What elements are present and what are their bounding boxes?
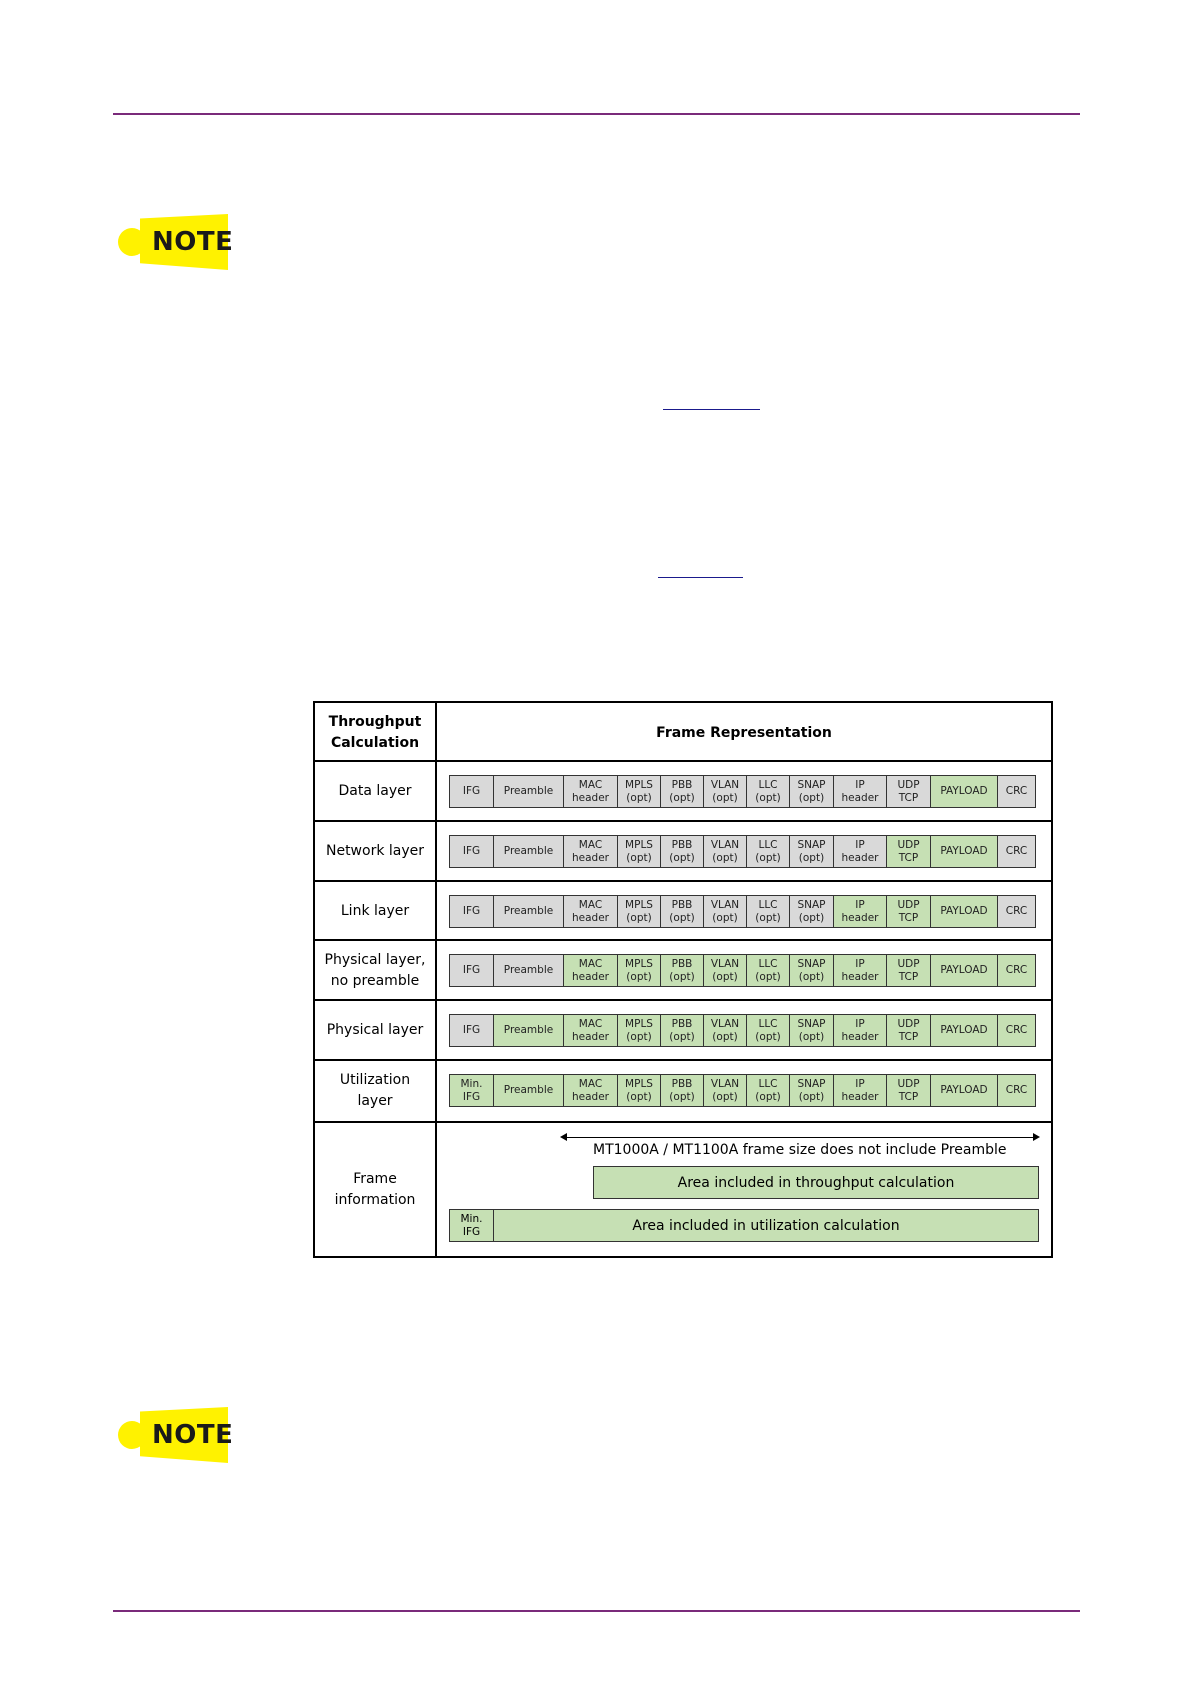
frame-field: IP header — [834, 776, 887, 807]
frame-field: Preamble — [494, 955, 564, 986]
frame-field: VLAN (opt) — [704, 955, 747, 986]
frame-field: MAC header — [564, 776, 618, 807]
frame-field: VLAN (opt) — [704, 836, 747, 867]
frame-field: MAC header — [564, 896, 618, 927]
frame-field: IFG — [450, 896, 494, 927]
frame-size-note: MT1000A / MT1100A frame size does not include Preamble — [593, 1142, 1007, 1158]
throughput-calculation-table — [313, 701, 1053, 1258]
frame-field: IFG — [450, 836, 494, 867]
frame-field: VLAN (opt) — [704, 776, 747, 807]
min-ifg-box: Min. IFG — [449, 1209, 494, 1242]
frame-field: UDP TCP — [887, 1075, 931, 1106]
bottom-rule — [113, 1610, 1080, 1612]
reference-link-2[interactable] — [658, 577, 743, 578]
row-label: Physical layer — [326, 1022, 424, 1038]
frame-field: PBB (opt) — [661, 1015, 704, 1046]
frame-field: MPLS (opt) — [618, 1075, 661, 1106]
frame-field: UDP TCP — [887, 776, 931, 807]
frame-field: PAYLOAD — [931, 896, 998, 927]
row-label: Utilization layer — [339, 1072, 411, 1109]
frame-field: PAYLOAD — [931, 776, 998, 807]
frame-field: PBB (opt) — [661, 955, 704, 986]
note-dot-icon — [118, 228, 146, 256]
frame-field: SNAP (opt) — [790, 836, 834, 867]
frame-field: VLAN (opt) — [704, 1075, 747, 1106]
frame-field: MAC header — [564, 1015, 618, 1046]
frame-field: PBB (opt) — [661, 1075, 704, 1106]
row-label-frame-information: Frame information — [334, 1170, 416, 1208]
frame-field: CRC — [998, 955, 1035, 986]
frame-field: CRC — [998, 1075, 1035, 1106]
frame-field: PAYLOAD — [931, 1015, 998, 1046]
frame-field: IFG — [450, 1015, 494, 1046]
frame-field: UDP TCP — [887, 955, 931, 986]
frame-row — [449, 895, 1036, 928]
frame-field: MAC header — [564, 955, 618, 986]
frame-field: LLC (opt) — [747, 896, 790, 927]
frame-field: Min. IFG — [450, 1075, 494, 1106]
frame-field: MPLS (opt) — [618, 836, 661, 867]
frame-field: UDP TCP — [887, 896, 931, 927]
note-label: NOTE — [152, 227, 234, 257]
frame-field: IP header — [834, 836, 887, 867]
frame-field: CRC — [998, 776, 1035, 807]
frame-field: PAYLOAD — [931, 836, 998, 867]
note-badge-2 — [118, 1405, 234, 1465]
frame-field: PBB (opt) — [661, 896, 704, 927]
frame-field: LLC (opt) — [747, 1015, 790, 1046]
frame-field: MPLS (opt) — [618, 896, 661, 927]
frame-field: Preamble — [494, 836, 564, 867]
frame-field: SNAP (opt) — [790, 955, 834, 986]
frame-field: VLAN (opt) — [704, 1015, 747, 1046]
frame-field: MPLS (opt) — [618, 1015, 661, 1046]
frame-field: IFG — [450, 776, 494, 807]
frame-field: SNAP (opt) — [790, 1075, 834, 1106]
note-badge — [118, 212, 234, 272]
frame-field: PBB (opt) — [661, 776, 704, 807]
frame-field: MPLS (opt) — [618, 776, 661, 807]
frame-field: SNAP (opt) — [790, 1015, 834, 1046]
frame-field: MAC header — [564, 1075, 618, 1106]
frame-field: Preamble — [494, 896, 564, 927]
header-frame-representation: Frame Representation — [656, 724, 832, 741]
row-label: Link layer — [340, 903, 410, 919]
frame-field: Preamble — [494, 776, 564, 807]
frame-field: Preamble — [494, 1015, 564, 1046]
frame-field: VLAN (opt) — [704, 896, 747, 927]
header-throughput-calculation: Throughput Calculation — [328, 713, 422, 751]
frame-field: MAC header — [564, 836, 618, 867]
frame-field: LLC (opt) — [747, 836, 790, 867]
frame-field: CRC — [998, 1015, 1035, 1046]
frame-field: CRC — [998, 836, 1035, 867]
frame-field: SNAP (opt) — [790, 896, 834, 927]
frame-field: MPLS (opt) — [618, 955, 661, 986]
row-label: Physical layer, no preamble — [324, 951, 426, 989]
row-label: Data layer — [338, 783, 412, 799]
frame-row — [449, 954, 1036, 987]
throughput-area-bar: Area included in throughput calculation — [593, 1166, 1039, 1199]
frame-row — [449, 1014, 1036, 1047]
arrow-right-icon — [1033, 1133, 1040, 1141]
frame-size-arrow — [565, 1137, 1037, 1138]
frame-row — [449, 835, 1036, 868]
row-label: Network layer — [325, 843, 425, 859]
frame-field: PAYLOAD — [931, 955, 998, 986]
frame-field: LLC (opt) — [747, 955, 790, 986]
frame-field: IFG — [450, 955, 494, 986]
reference-link-1[interactable] — [663, 409, 760, 410]
frame-field: SNAP (opt) — [790, 776, 834, 807]
utilization-area-bar: Area included in utilization calculation — [493, 1209, 1039, 1242]
frame-field: IP header — [834, 1015, 887, 1046]
note-dot-icon — [118, 1421, 146, 1449]
frame-field: UDP TCP — [887, 836, 931, 867]
frame-field: IP header — [834, 955, 887, 986]
frame-field: CRC — [998, 896, 1035, 927]
note-label: NOTE — [152, 1420, 234, 1450]
arrow-left-icon — [560, 1133, 567, 1141]
frame-field: IP header — [834, 896, 887, 927]
frame-row — [449, 775, 1036, 808]
column-divider — [435, 703, 437, 1256]
frame-field: UDP TCP — [887, 1015, 931, 1046]
frame-field: PAYLOAD — [931, 1075, 998, 1106]
frame-field: IP header — [834, 1075, 887, 1106]
top-rule — [113, 113, 1080, 115]
frame-row — [449, 1074, 1036, 1107]
frame-field: LLC (opt) — [747, 1075, 790, 1106]
frame-field: Preamble — [494, 1075, 564, 1106]
frame-field: PBB (opt) — [661, 836, 704, 867]
frame-field: LLC (opt) — [747, 776, 790, 807]
